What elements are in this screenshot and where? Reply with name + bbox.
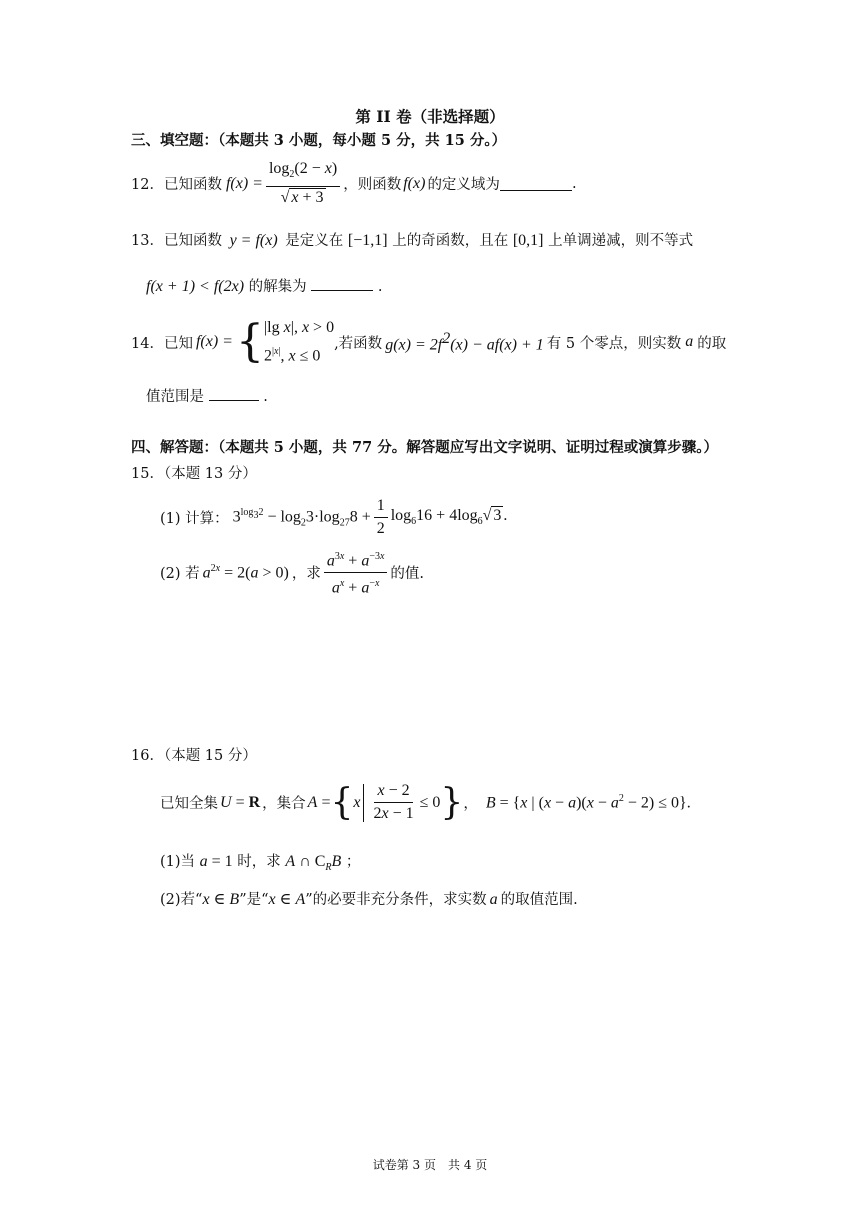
question-12: 12．已知函数 f(x) = $\frac{\log_2(2 - x)}{√ x + 3}$ ，则函数 f(x) 的定义域为 . <box>131 160 577 207</box>
q14-piecewise: |lg x|, x > 0 $2^{|x|}$, x ≤ 0 <box>263 319 335 365</box>
q16-title: 16．（本题 15 分） <box>131 748 257 764</box>
section-4-heading: 四、解答题：（本题共 5 小题，共 77 分。解答题应写出文字说明、证明过程或演算步骤。） <box>131 439 718 456</box>
q12-fx: f(x) = <box>225 174 263 192</box>
q12-tail: 的定义域为 <box>427 177 500 194</box>
q15-part1: (1) 计算： $3^{log_32} - \log_23\cdot\log_{27}8$ + $\frac{1}{2}$ $\log_616 + 4\log_6√$ 3 . <box>160 497 508 537</box>
q13-prefix: 13．已知函数 <box>131 233 222 249</box>
q12-mid: ，则函数 <box>343 177 402 194</box>
q14-answer-blank[interactable] <box>209 386 259 401</box>
q12-fraction: $\frac{\log_2(2 - x)}{√ x + 3}$ <box>266 160 340 207</box>
piecewise-brace: { <box>235 316 264 368</box>
q12-answer-blank[interactable] <box>500 176 572 191</box>
q12-prefix: 12．已知函数 <box>131 177 222 194</box>
section-3-heading: 三、填空题：（本题共 3 小题，每小题 5 分，共 15 分。） <box>131 132 507 149</box>
question-13-line2: f(x + 1) < f(2x) 的解集为 . <box>146 278 383 295</box>
q16-part1: (1)当 a = 1 时，求 A ∩ $C_RB$ ； <box>160 853 361 874</box>
q16-part2: (2)若“x ∈ B”是“x ∈ A”的必要非充分条件，求实数 a 的取值范围. <box>160 891 578 908</box>
q15-title: 15．（本题 13 分） <box>131 466 257 482</box>
question-14-line2: 值范围是 . <box>146 385 268 406</box>
page-title: 第 II 卷（非选择题） <box>355 107 505 126</box>
q16-statement: 已知全集 U = R ，集合 A = { x $\frac{x - 2}{2x - 1}$ ≤ 0 } ， B = {x | $(x - a)(x - a^2 - 2) \le 0$}. <box>160 781 691 823</box>
question-13: 13．已知函数 y = f(x) 是定义在 [−1,1] 上的奇函数，且在 [0,1] 上单调递减，则不等式 <box>131 232 694 249</box>
q15-part2: (2) 若 $a^{2x} = 2(a > 0)$ ，求 $\frac{a^{3x} + a^{-3x}}{a^x + a^{-x}}$ 的值. <box>160 548 424 598</box>
page-footer: 试卷第 3 页 共 4 页 <box>372 1158 488 1172</box>
question-14: 14．已知 f(x) = { |lg x|, x > 0 $2^{|x|}$, x ≤ 0 ,若函数 $g(x) = 2f^2(x) - af(x) + 1$ 有 5 个零点，则实数 a 的取 <box>131 316 727 368</box>
q13-answer-blank[interactable] <box>311 276 373 291</box>
